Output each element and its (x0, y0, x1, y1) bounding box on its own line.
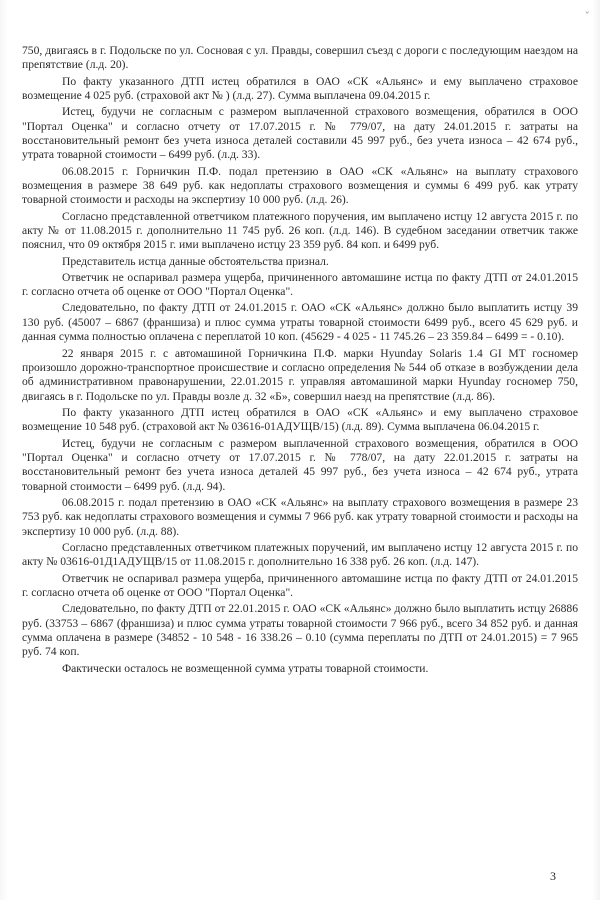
paragraph: Истец, будучи не согласным с размером выплаченной страхового возмещения, обратился в ООО "Портал Оценка" и согласно отчету от 17.07.2015 г. № 778/07, на дату 22.01.2015 г. затраты на восстановительный ремонт без учета износа деталей 45 997 руб., без учета износа – 42 674 руб., утрата товарной стоимости – 6499 руб. (л.д. 94). (22, 436, 578, 493)
paragraph: Согласно представленной ответчиком платежного поручения, им выплачено истцу 12 августа 2015 г. по акту № от 11.08.2015 г. дополнительно 11 745 руб. 26 коп. (л.д. 146). В судебном заседании ответчик также пояснил, что 09 октября 2015 г. ими выплачено истцу 23 359 руб. 84 коп. и 6499 руб. (22, 209, 578, 252)
paragraph: Следовательно, по факту ДТП от 22.01.2015 г. ОАО «СК «Альянс» должно было выплатить истцу 26886 руб. (33753 – 6867 (франшиза) и плюс сумма утраты товарной стоимости 7 966 руб., всего 34 852 руб. и данная сумма оплачена в размере (34852 - 10 548 - 16 338.26 – 0.10 (сумма переплаты по ДТП от 24.01.2015) = 7 965 руб. 74 коп. (22, 602, 578, 659)
paragraph: Ответчик не оспаривал размера ущерба, причиненного автомашине истца по факту ДТП от 24.01.2015 г. согласно отчета об оценке от ООО "Портал Оценка". (22, 571, 578, 599)
scan-mark: ˇ (584, 10, 590, 23)
paragraph: 750, двигаясь в г. Подольске по ул. Сосновая с ул. Правды, совершил съезд с дороги с последующим наездом на препятствие (л.д. 20). (22, 44, 578, 72)
paragraph: 06.08.2015 г. подал претензию в ОАО «СК «Альянс» на выплату страхового возмещения в размере 23 753 руб. как недоплаты страхового возмещения и суммы 7 966 руб. как утрату товарной стоимости и расходы на экспертизу 10 000 руб. (л.д. 88). (22, 495, 578, 538)
paragraph: 22 января 2015 г. с автомашиной Горничкина П.Ф. марки Hyunday Solaris 1.4 GI MT госномер произошло дорожно-транспортное происшествие и согласно определения № 544 об отказе в возбуждении дела об административном правонарушении, 22.01.2015 г. управляя автомашиной марки Hyunday госномер 750, двигаясь в г. Подольске по ул. Правды возле д. 32 «Б», совершил наезд на препятствие (л.д. 86). (22, 346, 578, 403)
document-body (22, 44, 578, 678)
page-number: 3 (550, 869, 556, 883)
paragraph: Следовательно, по факту ДТП от 24.01.2015 г. ОАО «СК «Альянс» должно было выплатить истцу 39 130 руб. (45007 – 6867 (франшиза) и плюс сумма утраты товарной стоимости 6499 руб., всего 45 629 руб. и данная сумма полностью оплачена с переплатой 10 коп. (45629 - 4 025 - 11 745.26 – 23 359.84 – 6499 = - 0.10). (22, 301, 578, 344)
paragraph: Представитель истца данные обстоятельства признал. (62, 254, 329, 268)
paragraph: По факту указанного ДТП истец обратился в ОАО «СК «Альянс» и ему выплачено страховое возмещение 10 548 руб. (страховой акт № 03616-01АДУЩВ/15) (л.д. 89). Сумма выплачена 06.04.2015 г. (22, 405, 578, 434)
paragraph: Ответчик не оспаривал размера ущерба, причиненного автомашине истца по факту ДТП от 24.01.2015 г. согласно отчета об оценке от ООО "Портал Оценка". (22, 270, 578, 299)
paragraph: Фактически осталось не возмещенной сумма утраты товарной стоимости. (62, 661, 429, 675)
paragraph: Согласно представленных ответчиком платежных поручений, им выплачено истцу 12 августа 2015 г. по акту № 03616-01Д1АДУЩВ/15 от 11.08.2015 г. дополнительно 16 338 руб. 26 коп. (л.д. 147). (22, 540, 578, 569)
paragraph: Истец, будучи не согласным с размером выплаченной страхового возмещения, обратился в ООО "Портал Оценка" и согласно отчету от 17.07.2015 г. № 779/07, на дату 24.01.2015 г. затраты на восстановительный ремонт без учета износа деталей составили 45 997 руб., без учета износа – 42 674 руб., утрата товарной стоимости – 6499 руб. (л.д. 33). (22, 105, 578, 162)
paragraph: 06.08.2015 г. Горничкин П.Ф. подал претензию в ОАО «СК «Альянс» на выплату страхового возмещения в размере 38 649 руб. как недоплаты страхового возмещения и суммы 6 499 руб. как утрату товарной стоимости и расходы на экспертизу 10 000 руб. (л.д. 26). (22, 164, 578, 207)
paragraph: По факту указанного ДТП истец обратился в ОАО «СК «Альянс» и ему выплачено страховое возмещение 4 025 руб. (страховой акт № ) (л.д. 27). Сумма выплачена 09.04.2015 г. (22, 74, 578, 103)
